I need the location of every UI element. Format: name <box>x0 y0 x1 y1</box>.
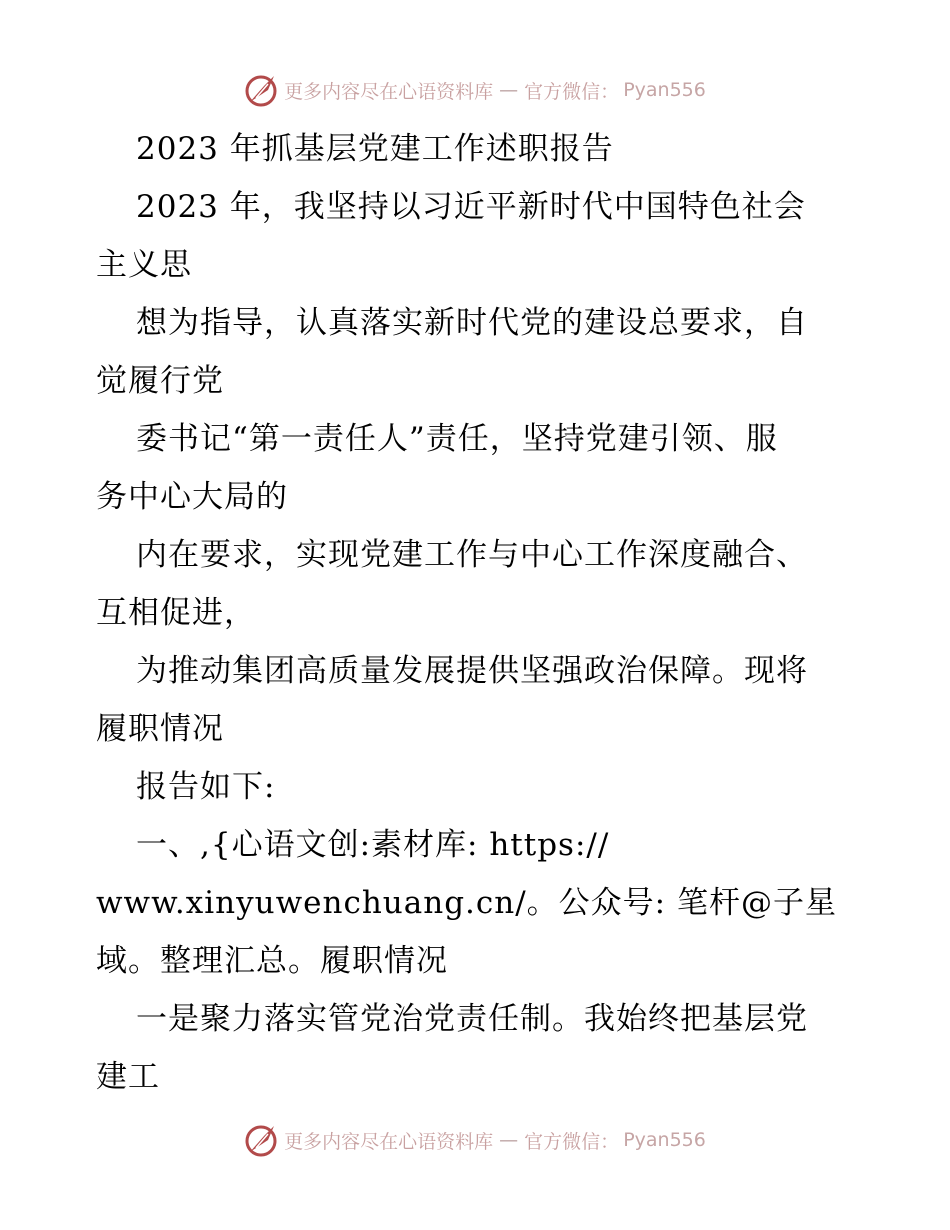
watermark-wechat-label: 官方微信： <box>524 1130 620 1153</box>
feather-logo-icon <box>244 1122 280 1158</box>
document-body <box>96 120 866 1106</box>
paragraph-line: 内在要求，实现党建工作与中心工作深度融合、 <box>136 537 808 573</box>
watermark-text: 更多内容尽在心语资料库 <box>284 1130 494 1153</box>
paragraph-line: 委书记“第一责任人”责任，坚持党建引领、服 <box>136 421 778 457</box>
footer-watermark <box>0 1120 950 1160</box>
paragraph-line: 觉履行党 <box>96 363 224 399</box>
watermark-wechat-id: Pyan556 <box>623 1129 706 1151</box>
paragraph-line: 互相促进， <box>96 595 256 631</box>
header-watermark <box>0 70 950 110</box>
paragraph-line: 一是聚力落实管党治党责任制。我始终把基层党 <box>136 1001 808 1037</box>
paragraph-line: 报告如下: <box>136 769 276 805</box>
paragraph-line: 2023 年，我坚持以习近平新时代中国特色社会 <box>136 189 806 225</box>
paragraph-line: 主义思 <box>96 247 192 283</box>
paragraph-line: 一、,{心语文创:素材库: https:// <box>136 827 610 863</box>
document-title: 2023 年抓基层党建工作述职报告 <box>136 131 614 167</box>
watermark-text: 更多内容尽在心语资料库 <box>284 80 494 103</box>
paragraph-line: 建工 <box>96 1059 160 1095</box>
paragraph-line: 想为指导，认真落实新时代党的建设总要求，自 <box>136 305 808 341</box>
paragraph-line: 务中心大局的 <box>96 479 288 515</box>
paragraph-line: 履职情况 <box>96 711 224 747</box>
paragraph-line: 为推动集团高质量发展提供坚强政治保障。现将 <box>136 653 808 689</box>
watermark-wechat-id: Pyan556 <box>623 79 706 101</box>
watermark-separator: — <box>499 79 519 101</box>
feather-logo-icon <box>244 72 280 108</box>
paragraph-line: 域。整理汇总。履职情况 <box>96 943 448 979</box>
paragraph-line: www.xinyuwenchuang.cn/。公众号: 笔杆@子星 <box>96 885 837 921</box>
watermark-separator: — <box>499 1129 519 1151</box>
watermark-wechat-label: 官方微信： <box>524 80 620 103</box>
